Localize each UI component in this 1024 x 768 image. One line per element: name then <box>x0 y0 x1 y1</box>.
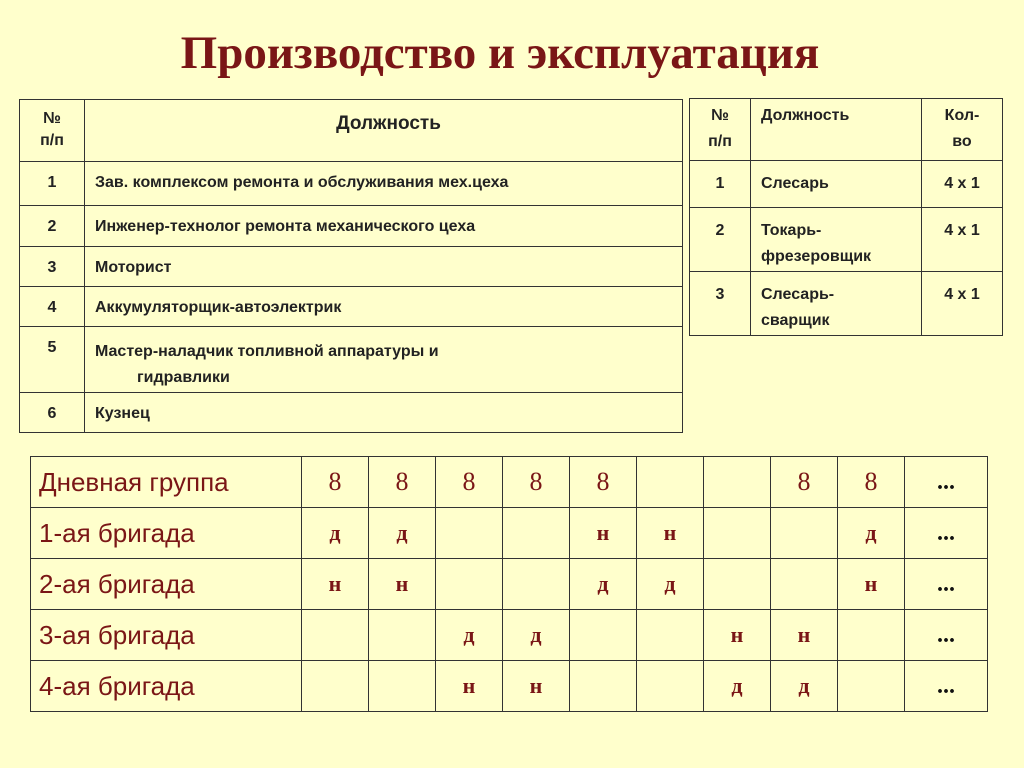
schedule-cell: 8 <box>838 457 905 508</box>
schedule-cell: н <box>302 559 369 610</box>
table-row <box>690 272 1003 336</box>
schedule-cell: н <box>704 610 771 661</box>
schedule-cell <box>369 661 436 712</box>
table-header-row <box>20 100 683 162</box>
header-position: Должность <box>85 100 683 162</box>
row-num: 6 <box>20 393 85 433</box>
table-row <box>20 247 683 287</box>
schedule-cell <box>838 661 905 712</box>
schedule-row <box>31 661 988 712</box>
schedule-cell: д <box>704 661 771 712</box>
schedule-cell: н <box>771 610 838 661</box>
schedule-cell: н <box>570 508 637 559</box>
header-qty: Кол- во <box>922 99 1003 161</box>
table-header-row <box>690 99 1003 161</box>
schedule-cell: 8 <box>570 457 637 508</box>
schedule-cell: 8 <box>503 457 570 508</box>
schedule-cell <box>704 508 771 559</box>
positions-table <box>19 99 683 433</box>
shift-schedule-table <box>30 456 988 712</box>
row-position: Инженер-технолог ремонта механического цеха <box>85 206 683 247</box>
schedule-ellipsis-cell: ... <box>905 559 988 610</box>
table-row <box>690 161 1003 208</box>
row-num: 1 <box>690 161 751 208</box>
schedule-cell <box>637 661 704 712</box>
table-row <box>20 287 683 327</box>
schedule-cell <box>771 508 838 559</box>
schedule-row-label: 4-ая бригада <box>31 661 302 712</box>
schedule-cell <box>436 508 503 559</box>
schedule-cell <box>369 610 436 661</box>
schedule-cell <box>838 610 905 661</box>
schedule-cell <box>570 661 637 712</box>
schedule-cell: д <box>436 610 503 661</box>
schedule-cell: д <box>302 508 369 559</box>
row-position: Моторист <box>85 247 683 287</box>
row-position: Кузнец <box>85 393 683 433</box>
row-qty: 4 х 1 <box>922 208 1003 272</box>
schedule-cell <box>704 559 771 610</box>
schedule-cell <box>704 457 771 508</box>
schedule-cell <box>302 661 369 712</box>
schedule-row <box>31 559 988 610</box>
schedule-cell: д <box>369 508 436 559</box>
schedule-row-label: 3-ая бригада <box>31 610 302 661</box>
row-position: Слесарь <box>751 161 922 208</box>
header-position: Должность <box>751 99 922 161</box>
schedule-row <box>31 457 988 508</box>
schedule-row-label: 2-ая бригада <box>31 559 302 610</box>
schedule-cell <box>503 559 570 610</box>
row-qty: 4 х 1 <box>922 161 1003 208</box>
row-num: 2 <box>20 206 85 247</box>
schedule-ellipsis-cell: ... <box>905 457 988 508</box>
row-qty: 4 х 1 <box>922 272 1003 336</box>
schedule-cell: н <box>503 661 570 712</box>
schedule-ellipsis-cell: ... <box>905 661 988 712</box>
row-num: 3 <box>690 272 751 336</box>
schedule-cell <box>637 610 704 661</box>
row-num: 1 <box>20 162 85 206</box>
row-num: 2 <box>690 208 751 272</box>
schedule-cell: н <box>838 559 905 610</box>
workers-table <box>689 98 1003 336</box>
row-position: Аккумуляторщик-автоэлектрик <box>85 287 683 327</box>
schedule-cell <box>302 610 369 661</box>
table-row <box>20 162 683 206</box>
row-position <box>85 327 683 393</box>
page-title: Производство и эксплуатация <box>180 27 820 79</box>
row-position: Зав. комплексом ремонта и обслуживания мех.цеха <box>85 162 683 206</box>
schedule-cell <box>771 559 838 610</box>
schedule-row-label: Дневная группа <box>31 457 302 508</box>
schedule-cell: н <box>369 559 436 610</box>
header-num: № п/п <box>690 99 751 161</box>
row-position-line1: Мастер-наладчик топливной аппаратуры и <box>95 343 439 360</box>
schedule-cell: 8 <box>436 457 503 508</box>
schedule-cell: д <box>771 661 838 712</box>
schedule-cell: д <box>503 610 570 661</box>
row-num: 3 <box>20 247 85 287</box>
row-position-line2: гидравлики <box>137 369 230 386</box>
row-position: Токарь- фрезеровщик <box>751 208 922 272</box>
row-position: Слесарь- сварщик <box>751 272 922 336</box>
schedule-ellipsis-cell: ... <box>905 508 988 559</box>
schedule-cell: 8 <box>369 457 436 508</box>
schedule-cell <box>436 559 503 610</box>
table-row <box>690 208 1003 272</box>
table-row <box>20 327 683 393</box>
schedule-cell <box>570 610 637 661</box>
schedule-cell <box>503 508 570 559</box>
schedule-cell: н <box>637 508 704 559</box>
schedule-row <box>31 508 988 559</box>
schedule-cell: д <box>838 508 905 559</box>
schedule-cell: н <box>436 661 503 712</box>
table-row <box>20 393 683 433</box>
schedule-cell: д <box>570 559 637 610</box>
schedule-cell: д <box>637 559 704 610</box>
schedule-cell: 8 <box>302 457 369 508</box>
header-num: № п/п <box>20 100 85 162</box>
table-row <box>20 206 683 247</box>
row-num: 4 <box>20 287 85 327</box>
schedule-cell <box>637 457 704 508</box>
schedule-row-label: 1-ая бригада <box>31 508 302 559</box>
schedule-row <box>31 610 988 661</box>
schedule-cell: 8 <box>771 457 838 508</box>
schedule-ellipsis-cell: ... <box>905 610 988 661</box>
row-num: 5 <box>20 327 85 393</box>
